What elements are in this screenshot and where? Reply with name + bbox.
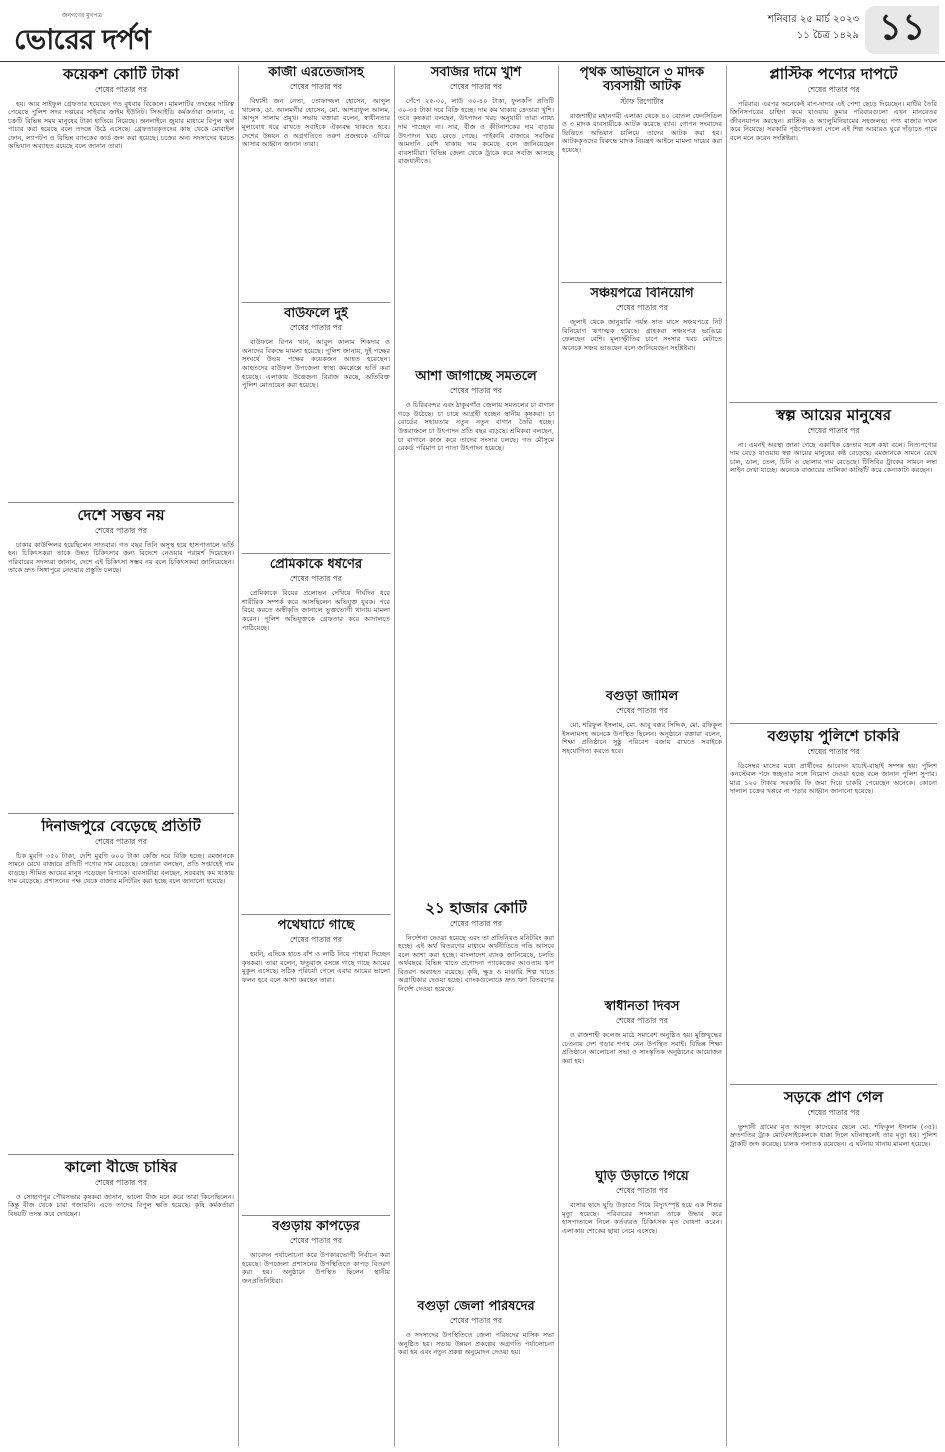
article-body xyxy=(730,441,937,475)
article-asha xyxy=(398,370,554,590)
column-divider xyxy=(238,66,239,1446)
article-text: চিক মুরগি ৩৫০ টাকা, দেশি মুরগি ৬০০ টাকা কেজি দরে বিক্রি হচ্ছে। রমজানকে সামনে রেখে বাজারে প্রতিটি পণ্যের দাম বেড়েছে। ক্রেতারা বলছেন, প্রতি সপ্তাহেই দাম বাড়ছে। সীমিত আয়ের মানুষ পড়েছেন বিপাকে। ব্যবসায়ীরা বলছেন, সরবরাহ কম থাকায় দাম বেড়েছে। প্রশাসনের পক্ষ থেকে বাজার মনিটরিং করা হচ্ছে বলে জানানো হয়েছে। xyxy=(8,851,234,886)
article-subhead: শেষের পাতার পর xyxy=(95,1177,147,1187)
article-text: পেঁপে ২৫-৩০, লাউ ৩০-৪০ টাকা, ফুলকপি প্রতিটি ৩০-৩৫ টাকা দরে বিক্রি হচ্ছে। দাম কম থাকায় ক্রেতারা খুশি। তবে কৃষকরা বলছেন, উৎপাদন খরচ অনুযায়ী তারা ন্যায্য দাম পাচ্ছেন না। সার, বীজ ও কীটনাশকের দাম বাড়ায় উৎপাদন খরচ বেড়ে গেছে। পাইকারি বাজারে সবজির আমদানি বেশি থাকায় দাম কমেছে বলে জানিয়েছেন ব্যবসায়ীরা। বিভিন্ন জেলা থেকে ট্রাকে করে সবজি আসছে রাজধানীতে। xyxy=(398,97,554,166)
logo-tagline: জনগণের মুখপত্র xyxy=(62,12,102,19)
article-bogura-parishad xyxy=(398,1300,554,1445)
article-body xyxy=(398,401,554,453)
article-text: নির্দেশনা দেওয়া হয়েছে এবং তা প্রতিনিয়ত মনিটরিং করা হচ্ছে। এই অর্থ বিতরণের মাধ্যমে অর্থনীতিতে গতি আসবে বলে আশা করা হচ্ছে। বাংলাদেশ ব্যাংক জানিয়েছে, চলতি অর্থবছরে বিভিন্ন খাতে প্রণোদনা প্যাকেজের আওতায় ঋণ বিতরণ অব্যাহত রয়েছে। কৃষি, ক্ষুদ্র ও মাঝারি শিল্প খাতে অগ্রাধিকার দেওয়া হচ্ছে। ব্যাংকগুলোকে দ্রুত ঋণ বিতরণের নির্দেশ দেওয়া হয়েছে। xyxy=(398,933,554,994)
article-plastic xyxy=(730,66,937,396)
column-2 xyxy=(242,66,390,1446)
article-bogura-jamin xyxy=(562,690,722,990)
article-text: হয়নি, এদিকে হাতে বাঁশ ও লাঠি নিয়ে পাহারা দিচ্ছেন কৃষকরা। তারা বলেন, ঋতুরাজ বসন্তে গাছে গাছে আমের মুকুল এসেছে। সঠিক পরিচর্যা পেলে এবার আমের ভালো ফলন হবে বলে আশা করছেন তারা। xyxy=(242,950,390,985)
article-headline: ঘুড়ি উড়াতে গিয়ে xyxy=(595,1170,689,1184)
article-body xyxy=(562,112,722,155)
article-subhead: শেষের পাতার পর xyxy=(290,323,342,333)
article-body xyxy=(242,97,390,149)
article-body xyxy=(562,318,722,352)
article-body xyxy=(242,338,390,390)
masthead xyxy=(0,0,945,62)
article-body xyxy=(562,1201,722,1235)
article-body xyxy=(8,852,234,886)
article-subhead: শেষের পাতার পর xyxy=(807,1107,860,1117)
article-pathghate xyxy=(242,919,390,1209)
article-body xyxy=(730,100,937,143)
story-rule xyxy=(730,1084,937,1085)
article-subhead: শেষের পাতার পর xyxy=(95,525,147,535)
story-rule xyxy=(242,914,390,915)
article-body xyxy=(730,762,937,796)
article-bogura-college xyxy=(242,1220,390,1420)
gregorian-date: শনিবার ২৫ মার্চ ২০২৩ xyxy=(767,14,859,25)
article-body xyxy=(8,541,234,575)
article-text: ও রাজশাহী কলেজ মাঠে সমাবেশ অনুষ্ঠিত হয়। মুক্তিযুদ্ধের চেতনায় দেশ গড়ার শপথ নেন উপস্থিত সবাই। বিভিন্ন শিক্ষা প্রতিষ্ঠানে আলোচনা সভা ও সাংস্কৃতিক অনুষ্ঠানের আয়োজন করা হয়। xyxy=(562,1031,722,1066)
article-kalo xyxy=(8,1159,234,1389)
article-subhead: শেষের পাতার পর xyxy=(450,918,502,928)
article-text: আবেদন পর্যালোচনা করে উপকারভোগী নির্বাচন করা হয়েছে। উপজেলা প্রশাসনের উপস্থিতিতে কাপড় বিতরণ করা হয়। অনুষ্ঠানে উপস্থিত ছিলেন স্থানীয় জনপ্রতিনিধিরা। xyxy=(242,1251,390,1286)
article-headline: সবজির দামে খুশি xyxy=(430,66,522,80)
article-body xyxy=(562,721,722,755)
article-headline: বগুড়া জামিল xyxy=(605,690,679,704)
article-swadhinata xyxy=(562,1000,722,1160)
article-text: বিশ্বাসী জন নেতা, তোফাজ্জল হোসেন, আব্দুল খালেক, ডা. আলমগীর হোসেন, মো. আশরাফুল আলম, আব্দুস সালাম প্রমুখ। সভায় বক্তারা বলেন, স্বাধীনতার মূল্যবোধ ধরে রাখতে সবাইকে ঐক্যবদ্ধ থাকতে হবে। দেশের উন্নয়ন ও অগ্রগতিতে তরুণ প্রজন্মকে এগিয়ে আসার আহ্বান জানান তারা। xyxy=(242,97,390,149)
article-headline: প্রেমিকাকে ধর্ষণের xyxy=(269,558,363,572)
article-text: রাজশাহীর মহানগরী এলাকা থেকে ৪০ বোতল ফেনসিডিল ও ৩ মাদক ব্যবসায়ীকে আটক করেছে র‍্যাব। গোপন সংবাদের ভিত্তিতে অভিযান চালিয়ে তাদের আটক করা হয়। আটককৃতদের বিরুদ্ধে মাদক নিয়ন্ত্রণ আইনে মামলা দায়ের করা হয়েছে। xyxy=(562,111,722,154)
article-body xyxy=(562,1031,722,1065)
article-headline: পথেঘাটে গাছে xyxy=(277,919,355,933)
article-headline: প্লাস্টিক পণ্যের দাপটে xyxy=(769,66,898,83)
story-rule xyxy=(242,553,390,554)
article-kazi xyxy=(242,66,390,296)
article-subhead: শেষের পাতার পর xyxy=(95,836,147,846)
article-text: ভুন্দানী গ্রামের মৃত আব্দুল কাদেরের ছেলে মো. শফিকুল ইসলাম (৩৫)। দ্রুতগতির ট্রাক মোটরসাইকেলকে ধাক্কা দিলে ঘটনাস্থলেই তার মৃত্যু হয়। পুলিশ ট্রাকটি জব্দ করেছে। চালক পলাতক রয়েছেন। এ ঘটনায় থানায় মামলা হয়েছে। xyxy=(730,1122,937,1148)
story-rule xyxy=(242,302,390,303)
article-subhead: শেষের পাতার পর xyxy=(807,746,860,756)
article-body xyxy=(8,1193,234,1219)
article-text: ও চিরিরবন্দর এবং ঠাকুরগাঁও জেলায় সমতলের চা বাগান গড়ে উঠেছে। চা চাষে আগ্রহী হচ্ছেন স্থানীয় কৃষকরা। চা বোর্ডের সহায়তায় নতুন নতুন বাগান তৈরি হচ্ছে। উত্তরাঞ্চলে চা উৎপাদন প্রতি বছর বাড়ছে। শ্রমিকরা বলছেন, চা বাগানে কাজ করে তাদের সংসার চলছে। গত মৌসুমে রেকর্ড পরিমাণ চা পাতা উৎপাদন হয়েছে। xyxy=(398,401,554,453)
article-text: জুলাই থেকে জানুয়ারি পর্যন্ত সাত মাসে সঞ্চয়পত্রে নিট বিনিয়োগ ঋণাত্মক হয়েছে। গ্রাহকরা সঞ্চয়পত্র ভাঙিয়ে ফেলছেন বেশি। মূল্যস্ফীতির চাপে সংসার খরচ মেটাতে অনেকে সঞ্চয় ভাঙছেন বলে জানিয়েছেন সংশ্লিষ্টরা। xyxy=(562,318,722,353)
article-text: প্রেমিকাকে বিয়ের প্রলোভন দেখিয়ে দীর্ঘদিন ধরে শারীরিক সম্পর্ক করে আসছিলেন অভিযুক্ত যুবক। পরে বিয়ে করতে অস্বীকৃতি জানালে ভুক্তভোগী থানায় মামলা করেন। পুলিশ অভিযুক্তকে গ্রেফতার করে আদালতে পাঠিয়েছে। xyxy=(242,589,390,632)
story-rule xyxy=(8,1154,234,1155)
article-body xyxy=(242,589,390,632)
article-subhead: শেষের পাতার পর xyxy=(450,82,502,92)
article-text: বাসার ছাদে ঘুড়ি উড়াতে গিয়ে বিদ্যুৎস্পৃষ্ট হয়ে এক শিশুর মৃত্যু হয়েছে। পরিবারের সদস্যরা তাকে উদ্ধার করে হাসপাতালে নিলে কর্তব্যরত চিকিৎসক মৃত ঘোষণা করেন। এলাকায় শোকের ছায়া নেমে এসেছে। xyxy=(562,1201,722,1236)
article-body xyxy=(242,1251,390,1285)
story-rule xyxy=(242,1215,390,1216)
article-subhead: শেষের পাতার পর xyxy=(290,82,342,92)
story-rule xyxy=(730,402,937,403)
article-text: ডিসেম্বর মাসের মধ্যে প্রার্থীদের আবেদন যাচাই-বাছাই সম্পন্ন হয়। পুলিশ কনস্টেবল পদে স্বচ্ছতার সঙ্গে নিয়োগ দেওয়া হচ্ছে বলে জানান পুলিশ সুপার। মাত্র ১২০ টাকায় সরকারি ফি জমা দিয়ে চাকরি পেয়েছেন অনেকে। কোনো দালাল চক্রের খপ্পরে না পড়ার আহ্বান জানানো হয়েছে। xyxy=(730,761,937,796)
article-headline: স্বাধীনতা দিবস xyxy=(604,1000,680,1014)
article-headline: ২১ হাজার কোটি xyxy=(425,900,527,917)
page-number: ১১ xyxy=(865,6,939,54)
story-rule xyxy=(562,282,722,283)
article-subhead: শেষের পাতার পর xyxy=(290,1236,342,1246)
article-headline: কালো বীজে চাষির xyxy=(64,1159,178,1176)
article-police xyxy=(730,728,937,1078)
column-divider xyxy=(394,66,395,1446)
article-ghuri xyxy=(562,1170,722,1440)
article-body xyxy=(242,950,390,984)
logo-wordmark: ভোরের দর্পণ xyxy=(14,23,150,56)
article-text: ও সোহাগপুর পৌরসভার কৃষকরা জানান, ভালো বীজ মনে করে তারা কিনেছিলেন। কিন্তু বীজ থেকে চারা গজায়নি। এতে তাদের বিপুল ক্ষতি হয়েছে। কৃষি কর্মকর্তারা বিষয়টি তদন্ত করে দেখছেন। xyxy=(8,1192,234,1218)
article-body xyxy=(398,1331,554,1357)
article-headline: বগুড়ায় পুলিশে চাকরি xyxy=(767,728,900,745)
article-swalpa xyxy=(730,407,937,717)
column-divider xyxy=(726,66,727,1446)
article-text: না। এমনই অবস্থা জানা গেছে একাধিক ক্রেতার সঙ্গে কথা বলে। নিত্যপণ্যের দাম বেড়ে যাওয়ায় স্বল্প আয়ের মানুষের কষ্ট বেড়েছে। রমজানকে সামনে রেখে চাল, ডাল, তেল, চিনি ও ছোলার দাম বেড়েছে। টিসিবির ট্রাকের সামনে লম্বা লাইন দেখা যাচ্ছে। অনেকে বাজারের তালিকা কাটছাঁট করে কেনাকাটা করছেন। xyxy=(730,440,937,475)
article-body xyxy=(398,934,554,994)
article-headline: পৃথক অভিযানে ৩ মাদক ব্যবসায়ী আটক xyxy=(579,66,705,95)
article-text: পরিবার। এরপর অনেকেই বাপ-দাদার এই পেশা ছেড়ে দিয়েছেন। মাটির তৈরি জিনিসপত্রের চাহিদা কমে যাওয়ায় কুমার পরিবারগুলো এখন মানবেতর জীবনযাপন করছেন। প্লাস্টিক ও অ্যালুমিনিয়ামের সহজলভ্য পণ্য বাজার দখল করে নিয়েছে। সরকারি পৃষ্ঠপোষকতা পেলে এই শিল্প আবারও ঘুরে দাঁড়াতে পারে বলে মনে করেন সংশ্লিষ্টরা। xyxy=(730,99,937,142)
article-subhead: শেষের পাতার পর xyxy=(450,386,502,396)
article-headline: কয়েকশ কোটি টাকা xyxy=(63,66,179,83)
story-rule xyxy=(8,813,234,814)
article-subhead: শেষের পাতার পর xyxy=(616,1186,668,1196)
article-headline: আশা জাগাচ্ছে সমতলে xyxy=(415,370,537,384)
article-body xyxy=(8,100,234,152)
article-body xyxy=(398,97,554,166)
article-sobjir xyxy=(398,66,554,366)
article-headline: বগুড়ায় কাপড়ের xyxy=(272,1220,360,1234)
article-headline: স্বল্প আয়ের মানুষের xyxy=(775,407,892,424)
article-subhead: শেষের পাতার পর xyxy=(807,425,860,435)
bengali-date: ১১ চৈত্র ১৪২৯ xyxy=(796,30,859,41)
article-baufol xyxy=(242,307,390,547)
newspaper-logo xyxy=(14,6,154,56)
article-headline: বগুড়া জেলা পরিষদের xyxy=(417,1300,535,1314)
article-premika xyxy=(242,558,390,908)
article-text: হয়। আর সাইফুল গ্রেফতার হয়েছেন গত বুধবার বিকেলে। মামলাটির তদন্তের দায়িত্ব পেয়েছে পুলিশ সদর দপ্তরের সাইবার ক্রাইম ইউনিট। সিআইডি কর্মকর্তারা জানান, এ চক্রটি বিভিন্ন সময় মানুষের টাকা হাতিয়ে নিয়েছে। অনলাইনে জুয়ার মাধ্যমে বিপুল অর্থ পাচার করা হয়েছে বলে তদন্তে উঠে এসেছে। গ্রেফতারকৃতদের কাছ থেকে মোবাইল ফোন, ল্যাপটপ ও বিভিন্ন ব্যাংকের কার্ড জব্দ করা হয়েছে। চক্রের অন্য সদস্যদের ধরতে অভিযান অব্যাহত রয়েছে বলে জানান তারা। xyxy=(8,99,234,151)
article-sanchay xyxy=(562,287,722,587)
column-5 xyxy=(730,66,937,1446)
article-dinajpur xyxy=(8,818,234,1148)
article-subhead: শেষের পাতার পর xyxy=(616,303,668,313)
article-koyekshoto xyxy=(8,66,234,496)
article-body xyxy=(730,1123,937,1149)
column-divider xyxy=(558,66,559,1446)
article-text: ও সদস্যদের উপস্থিতিতে জেলা পরিষদের মাসিক সভা অনুষ্ঠিত হয়। সভায় উন্নয়ন প্রকল্পের অগ্রগতি পর্যালোচনা করা হয় এবং নতুন প্রকল্প অনুমোদন দেওয়া হয়। xyxy=(398,1331,554,1357)
article-subhead: শেষের পাতার পর xyxy=(616,706,668,716)
article-headline: কাজী এরতেজাসহ xyxy=(268,66,364,80)
column-1 xyxy=(8,66,234,1446)
article-text: বাউফলে রিপন খান, আবুল কালাম শিকদার ও অন্যদের বিরুদ্ধে মামলা হয়েছে। পুলিশ জানায়, দুই পক্ষের সংঘর্ষে উভয় পক্ষের কয়েকজন আহত হয়েছেন। আহতদের বাউফল উপজেলা স্বাস্থ্য কমপ্লেক্সে ভর্তি করা হয়েছে। এলাকায় উত্তেজনা বিরাজ করছে, অতিরিক্ত পুলিশ মোতায়েন করা হয়েছে। xyxy=(242,338,390,390)
article-headline: সঞ্চয়পত্রে বিনিয়োগ xyxy=(590,287,694,301)
article-text: ঢাকার কাউন্সিলর হয়েছিলেন সাতবার। গত বছর তিনি অসুস্থ হয়ে হাসপাতালে ভর্তি হন। চিকিৎসকরা তাকে উন্নত চিকিৎসার জন্য বিদেশে নেওয়ার পরামর্শ দিয়েছেন। পরিবারের সদস্যরা জানান, দেশে এই চিকিৎসা সম্ভব নয় বলে চিকিৎসকরা জানিয়েছেন। তাকে দ্রুত সিঙ্গাপুরে নেওয়ার প্রস্তুতি চলছে। xyxy=(8,540,234,575)
article-subhead: শেষের পাতার পর xyxy=(450,1316,502,1326)
article-subhead: শেষের পাতার পর xyxy=(290,574,342,584)
article-subhead: শেষের পাতার পর xyxy=(95,84,147,94)
article-headline: দেশে সম্ভব নয় xyxy=(77,507,165,524)
article-ekush xyxy=(398,900,554,1290)
story-rule xyxy=(730,723,937,724)
article-text: মো. শরিফুল ইসলাম, মো. আবু বক্কর সিদ্দিক, মো. রফিকুল ইসলামসহ অনেকে উপস্থিত ছিলেন। অনুষ্ঠানে বক্তারা বলেন, শিক্ষা প্রতিষ্ঠানে সুষ্ঠু পরিবেশ বজায় রাখতে সবাইকে সহযোগিতা করতে হবে। xyxy=(562,721,722,756)
article-headline: সড়কে প্রাণ গেল xyxy=(783,1089,884,1106)
article-deshe xyxy=(8,507,234,807)
article-sarak xyxy=(730,1089,937,1446)
story-rule xyxy=(8,502,234,503)
article-headline: বাউফলে দুই xyxy=(284,307,348,321)
article-subhead: শেষের পাতার পর xyxy=(807,84,860,94)
issue-date xyxy=(768,12,859,44)
article-subhead: শেষের পাতার পর xyxy=(290,935,342,945)
article-subhead: স্টাফ রিপোর্টার xyxy=(620,96,664,106)
article-headline: দিনাজপুরে বেড়েছে প্রতিটি xyxy=(41,818,201,835)
article-subhead: শেষের পাতার পর xyxy=(616,1016,668,1026)
article-prithak xyxy=(562,66,722,276)
